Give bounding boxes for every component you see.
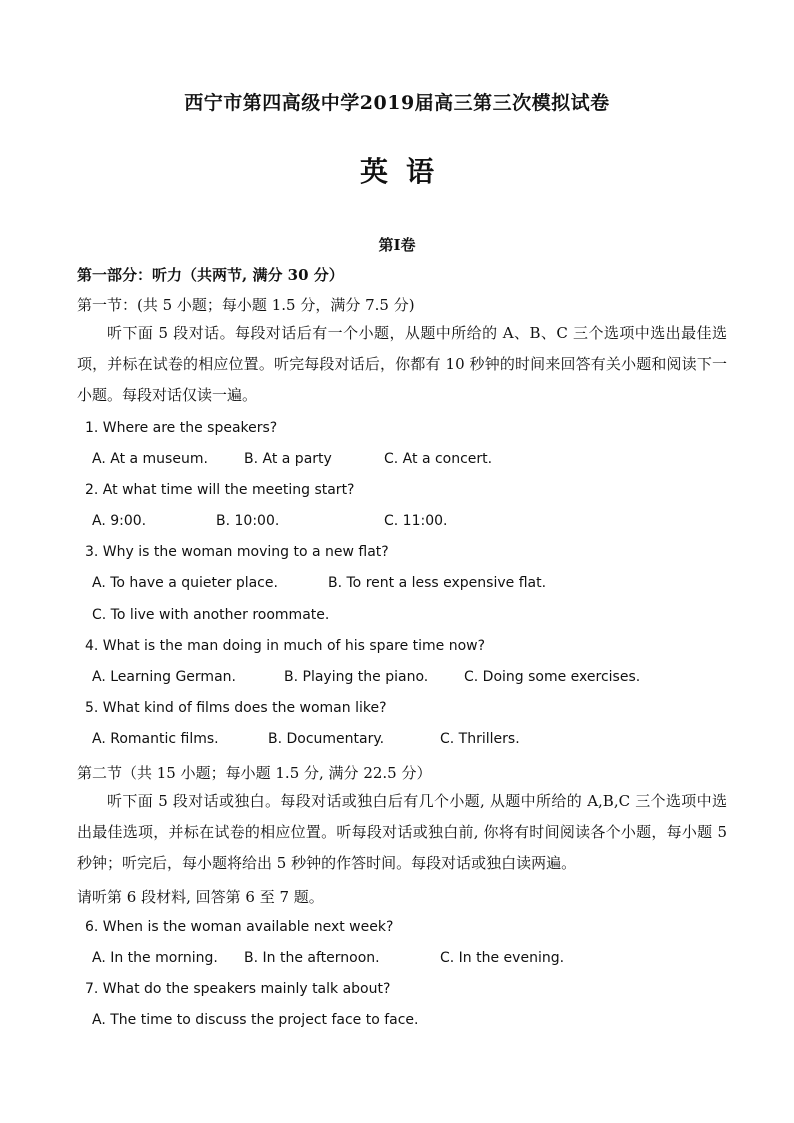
question-stem-6: 6. When is the woman available next week?: [85, 919, 394, 935]
option-6b: B. In the afternoon.: [244, 950, 380, 966]
option-7a: A. The time to discuss the project face to face.: [92, 1012, 419, 1028]
section2-heading: 第二节（共 15 小题；每小题 1.5 分, 满分 22.5 分）: [77, 764, 432, 782]
option-5c: C. Thrillers.: [440, 731, 520, 747]
question-stem-5: 5. What kind of films does the woman like?: [85, 700, 387, 716]
option-1b: B. At a party: [244, 451, 332, 467]
option-6a: A. In the morning.: [92, 950, 218, 966]
option-3a: A. To have a quieter place.: [92, 575, 278, 591]
option-4c: C. Doing some exercises.: [464, 669, 641, 685]
question-stem-7: 7. What do the speakers mainly talk about?: [85, 981, 391, 997]
question-stem-4: 4. What is the man doing in much of his spare time now?: [85, 638, 486, 654]
option-2a: A. 9:00.: [92, 513, 147, 529]
option-1c: C. At a concert.: [384, 451, 493, 467]
question-stem-3: 3. Why is the woman moving to a new flat?: [85, 544, 389, 560]
option-2c: C. 11:00.: [384, 513, 448, 529]
option-1a: A. At a museum.: [92, 451, 208, 467]
question-stem-1: 1. Where are the speakers?: [85, 420, 278, 436]
section2-instructions: 听下面 5 段对话或独白。每段对话或独白后有几个小题, 从题中所给的 A,B,C 三个选项中选出最佳选项，并标在试卷的相应位置。听每段对话或独白前, 你将有时间阅读各个小题，每小题 5 秒钟；听完后，每小题将给出 5 秒钟的作答时间。每段对话或独白读两遍。: [77, 792, 727, 872]
option-3c: C. To live with another roommate.: [92, 607, 330, 623]
option-5a: A. Romantic films.: [92, 731, 219, 747]
option-2b: B. 10:00.: [216, 513, 280, 529]
exam-title: 西宁市第四高级中学2019届高三第三次模拟试卷: [184, 92, 610, 114]
part1-heading: 第一部分：听力（共两节, 满分 30 分）: [77, 266, 344, 284]
option-6c: C. In the evening.: [440, 950, 565, 966]
section2-material-note: 请听第 6 段材料, 回答第 6 至 7 题。: [77, 888, 324, 906]
volume-label: 第Ⅰ卷: [378, 236, 416, 254]
question-stem-2: 2. At what time will the meeting start?: [85, 482, 355, 498]
option-4a: A. Learning German.: [92, 669, 236, 685]
section1-heading: 第一节：(共 5 小题；每小题 1.5 分，满分 7.5 分): [77, 296, 415, 314]
section1-instructions: 听下面 5 段对话。每段对话后有一个小题，从题中所给的 A、B、C 三个选项中选出最佳选项，并标在试卷的相应位置。听完每段对话后，你都有 10 秒钟的时间来回答有关小题和阅读下一小题。每段对话仅读一遍。: [77, 324, 727, 404]
option-5b: B. Documentary.: [268, 731, 385, 747]
option-3b: B. To rent a less expensive flat.: [328, 575, 547, 591]
subject-title: 英语: [359, 155, 452, 188]
option-4b: B. Playing the piano.: [284, 669, 429, 685]
